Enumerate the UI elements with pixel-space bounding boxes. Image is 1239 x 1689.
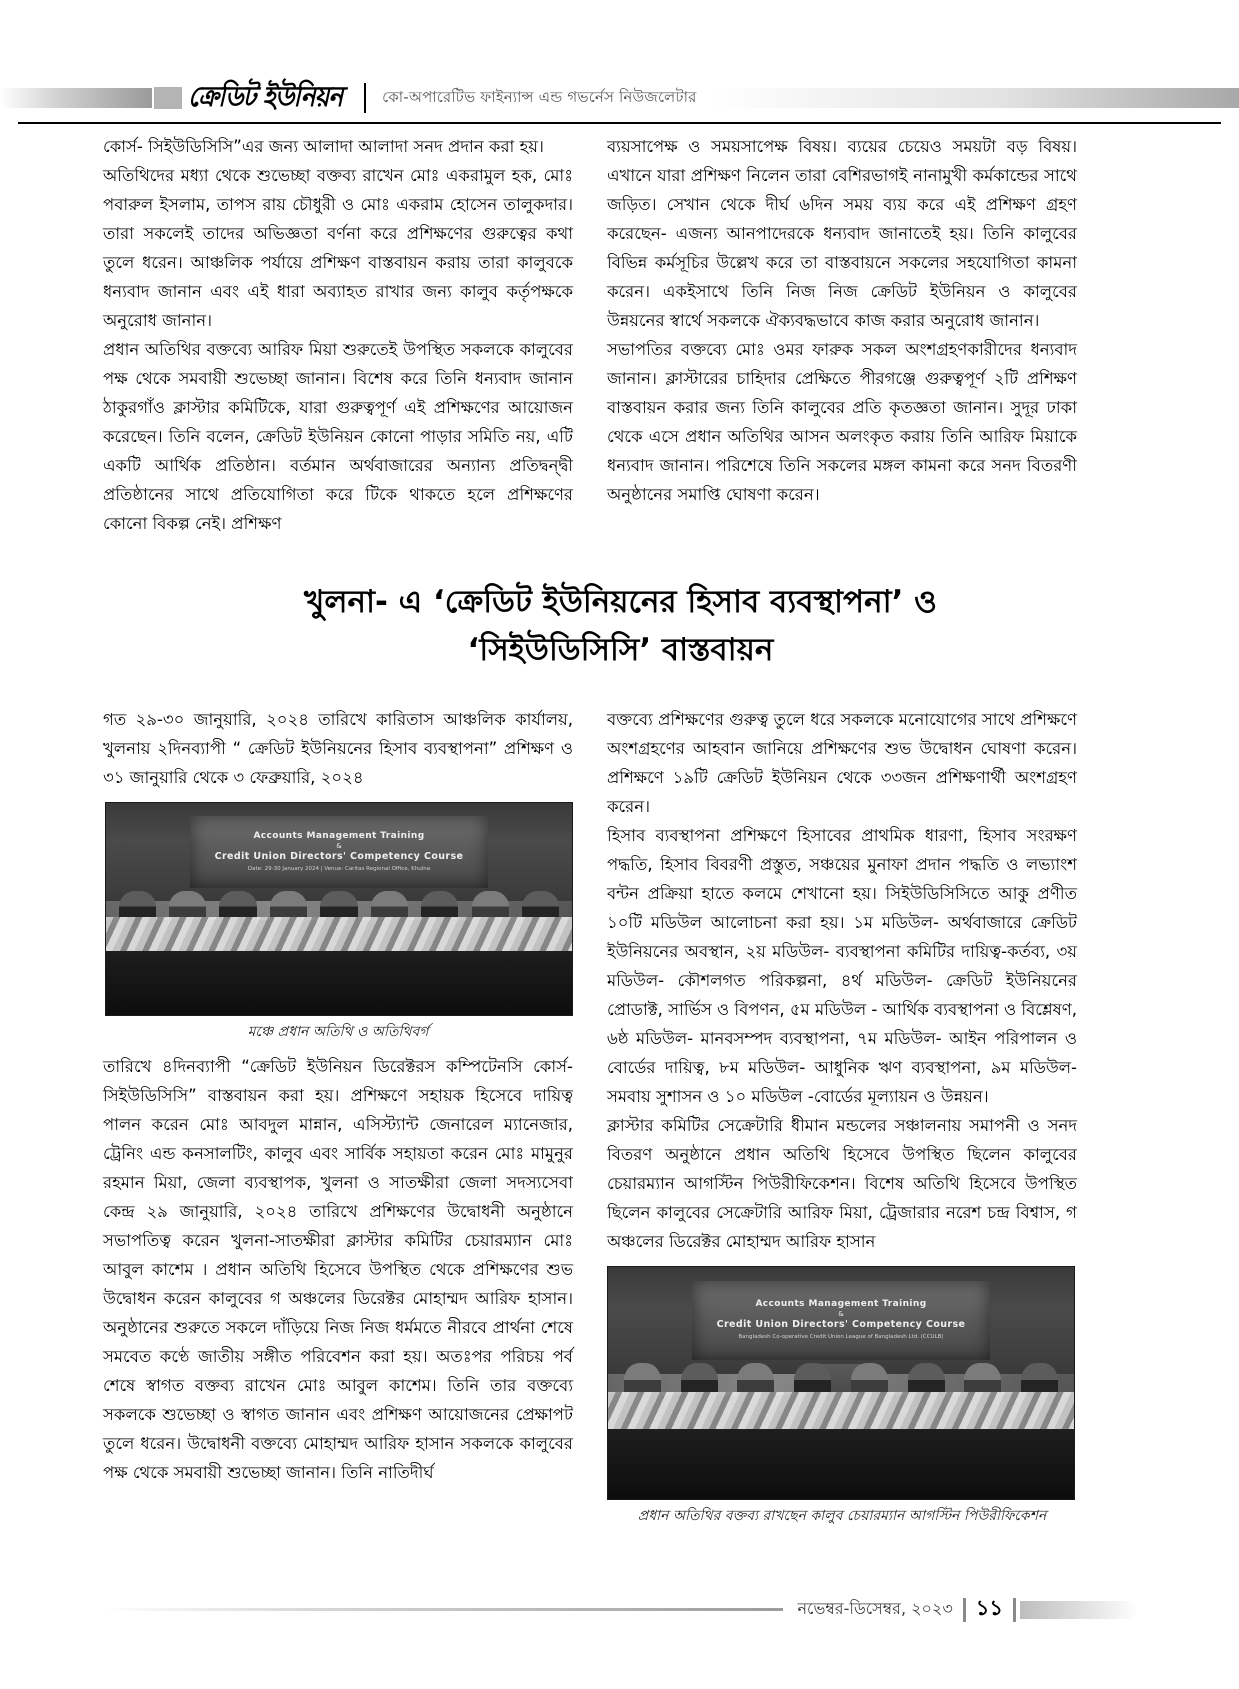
top-article-left-column	[103, 132, 573, 538]
paragraph: প্রধান অতিথির বক্তব্যে আরিফ মিয়া শুরুতেই উপস্থিত সকলকে কালুবের পক্ষ থেকে সমবায়ী শুভেচ্ছা জানান। বিশেষ করে তিনি ধন্যবাদ জানান ঠাকুরগাঁও ক্লাস্টার কমিটিকে, যারা গুরুত্বপূর্ণ এই প্রশিক্ষণের আয়োজন করেছেন। তিনি বলেন, ক্রেডিট ইউনিয়ন কোনো পাড়ার সমিতি নয়, এটি একটি আর্থিক প্রতিষ্ঠান। বর্তমান অর্থবাজারের অন্যান্য প্রতিদ্বন্দ্বী প্রতিষ্ঠানের সাথে প্রতিযোগিতা করে টিকে থাকতে হলে প্রশিক্ষণের কোনো বিকল্প নেই। প্রশিক্ষণ	[103, 340, 573, 533]
masthead-divider	[364, 83, 366, 113]
photo-table-flowers	[608, 1392, 1074, 1434]
masthead-swatch	[154, 87, 182, 109]
photo-chief-guest-speech	[607, 1266, 1075, 1500]
photo-table	[608, 1429, 1074, 1499]
photo-banner	[190, 816, 488, 888]
paragraph: বক্তব্যে প্রশিক্ষণের গুরুত্ব তুলে ধরে সকলকে মনোযোগের সাথে প্রশিক্ষণে অংশগ্রহণের আহবান জানিয়ে প্রশিক্ষণের শুভ উদ্বোধন ঘোষণা করেন। প্রশিক্ষণে ১৯টি ক্রেডিট ইউনিয়ন থেকে ৩৩জন প্রশিক্ষণার্থী অংশগ্রহণ করেন।	[607, 710, 1077, 816]
paragraph: তারিখে ৪দিনব্যাপী “ক্রেডিট ইউনিয়ন ডিরেক্টরস কম্পিটেনসি কোর্স-সিইউডিসিসি” বাস্তবায়ন করা হয়। প্রশিক্ষণে সহায়ক হিসেবে দায়িত্ব পালন করেন মোঃ আবদুল মান্নান, এসিস্ট্যান্ট জেনারেল ম্যানেজার, ট্রেনিং এন্ড কনসালটিং, কালুব এবং সার্বিক সহায়তা করেন মোঃ মামুনুর রহমান মিয়া, জেলা ব্যবস্থাপক, খুলনা ও সাতক্ষীরা জেলা সদস্যসেবা কেন্দ্র ২৯ জানুয়ারি, ২০২৪ তারিখে প্রশিক্ষণের উদ্বোধনী অনুষ্ঠানে সভাপতিত্ব করেন খুলনা-সাতক্ষীরা ক্লাস্টার কমিটির চেয়ারম্যান মোঃ আবুল কাশেম । প্রধান অতিথি হিসেবে উপস্থিত থেকে প্রশিক্ষণের শুভ উদ্বোধন করেন কালুবের গ অঞ্চলের ডিরেক্টর মোহাম্মদ আরিফ হাসান। অনুষ্ঠানের শুরুতে সকলে দাঁড়িয়ে নিজ নিজ ধর্মমতে নীরবে প্রার্থনা শেষে সমবেত কণ্ঠে জাতীয় সঙ্গীত পরিবেশন করা হয়। অতঃপর পরিচয় পর্ব শেষে স্বাগত বক্তব্য রাখেন মোঃ আবুল কাশেম। তিনি তার বক্তব্যে সকলকে শুভেচ্ছা ও স্বাগত জানান এবং প্রশিক্ষণ আয়োজনের প্রেক্ষাপট তুলে ধরেন। উদ্বোধনী বক্তব্যে মোহাম্মদ আরিফ হাসান সকলকে কালুবের পক্ষ থেকে সমবায়ী শুভেচ্ছা জানান। তিনি নাতিদীর্ঘ	[103, 1057, 573, 1482]
paragraph: অতিথিদের মধ্যা থেকে শুভেচ্ছা বক্তব্য রাখেন মোঃ একরামুল হক, মোঃ পবারুল ইসলাম, তাপস রায় চৌধুরী ও মোঃ একরাম হোসেন তালুকদার। তারা সকলেই তাদের অভিজ্ঞতা বর্ণনা করে প্রশিক্ষণের গুরুত্বের কথা তুলে ধরেন। আঞ্চলিক পর্যায়ে প্রশিক্ষণ বাস্তবায়ন করায় তারা কালুবকে ধন্যবাদ জানান এবং এই ধারা অব্যাহত রাখার জন্য কালুব কর্তৃপক্ষকে অনুরোধ জানান।	[103, 166, 573, 330]
banner-title-line-1: Accounts Management Training	[253, 830, 425, 841]
banner-title-line-1: Accounts Management Training	[755, 1299, 927, 1310]
photo-caption: মঞ্চে প্রধান অতিথি ও অতিথিবর্গ	[247, 1024, 429, 1040]
main-article-columns	[103, 705, 1138, 1536]
banner-title-line-2: Credit Union Directors' Competency Course	[716, 1319, 966, 1331]
footer-gradient-bar	[1020, 1601, 1138, 1619]
banner-ampersand: &	[336, 841, 342, 850]
paragraph: গত ২৯-৩০ জানুয়ারি, ২০২৪ তারিখে কারিতাস আঞ্চলিক কার্যালয়, খুলনায় ২দিনব্যাপী “ ক্রেডিট ইউনিয়নের হিসাব ব্যবস্থাপনা” প্রশিক্ষণ ও ৩১ জানুয়ারি থেকে ৩ ফেব্রুয়ারি, ২০২৪	[103, 710, 573, 787]
page-masthead	[0, 78, 1239, 118]
article-headline	[103, 578, 1138, 674]
paragraph: কোর্স- সিইউডিসিসি”এর জন্য আলাদা আলাদা সনদ প্রদান করা হয়।	[103, 137, 544, 156]
photo-caption: প্রধান অতিথির বক্তব্য রাখছেন কালুব চেয়ারম্যান আগস্টিন পিউরীফিকেশন	[637, 1508, 1047, 1524]
photo-table	[106, 951, 572, 1015]
publication-logo: ক্রেডিট ইউনিয়ন	[188, 79, 343, 112]
banner-title-line-2: Credit Union Directors' Competency Course	[214, 850, 464, 862]
masthead-left-gradient-bar	[0, 88, 152, 108]
footer-separator	[963, 1598, 966, 1622]
photo-table-flowers	[106, 917, 572, 955]
footer-rule	[103, 1608, 783, 1611]
masthead-right-gradient-bar	[711, 88, 1239, 108]
photo-accounts-training-stage	[105, 802, 573, 1016]
headline-line-2: ‘সিইউডিসিসি’ বাস্তবায়ন	[467, 632, 774, 668]
publication-subtitle: কো-অপারেটিভ ফাইন্যান্স এন্ড গভর্নেস নিউজলেটার	[382, 87, 697, 106]
headline-line-1: খুলনা- এ ‘ক্রেডিট ইউনিয়নের হিসাব ব্যবস্থাপনা’ ও	[304, 584, 937, 620]
main-article-left-column	[103, 705, 573, 1536]
banner-ampersand: &	[838, 1310, 844, 1319]
paragraph: সভাপতির বক্তব্যে মোঃ ওমর ফারুক সকল অংশগ্রহণকারীদের ধন্যবাদ জানান। ক্লাস্টারের চাহিদার প্রেক্ষিতে পীরগঞ্জে গুরুত্বপূর্ণ ২টি প্রশিক্ষণ বাস্তবায়ন করার জন্য তিনি কালুবের প্রতি কৃতজ্ঞতা জানান। সুদূর ঢাকা থেকে এসে প্রধান অতিথির আসন অলংকৃত করায় তিনি আরিফ মিয়াকে ধন্যবাদ জানান। পরিশেষে তিনি সকলের মঙ্গল কামনা করে সনদ বিতরণী অনুষ্ঠানের সমাপ্তি ঘোষণা করেন।	[607, 340, 1077, 504]
paragraph: হিসাব ব্যবস্থাপনা প্রশিক্ষণে হিসাবের প্রাথমিক ধারণা, হিসাব সংরক্ষণ পদ্ধতি, হিসাব বিবরণী প্রস্তুত, সঞ্চয়ের মুনাফা প্রদান পদ্ধতি ও লভ্যাংশ বন্টন প্রক্রিয়া হাতে কলমে শেখানো হয়। সিইউডিসিসিতে আকু প্রণীত ১০টি মডিউল আলোচনা করা হয়। ১ম মডিউল- অর্থবাজারে ক্রেডিট ইউনিয়নের অবস্থান, ২য় মডিউল- ব্যবস্থাপনা কমিটির দায়িত্ব-কর্তব্য, ৩য় মডিউল- কৌশলগত পরিকল্পনা, ৪র্থ মডিউল- ক্রেডিট ইউনিয়নের প্রোডাক্ট, সার্ভিস ও বিপণন, ৫ম মডিউল - আর্থিক ব্যবস্থাপনা ও বিশ্লেষণ, ৬ষ্ঠ মডিউল- মানবসম্পদ ব্যবস্থাপনা, ৭ম মডিউল- আইন পরিপালন ও বোর্ডের দায়িত্ব, ৮ম মডিউল- আধুনিক ঋণ ব্যবস্থাপনা, ৯ম মডিউল-সমবায় সুশাসন ও ১০ মডিউল -বোর্ডের মূল্যায়ন ও উন্নয়ন।	[607, 826, 1077, 1106]
paragraph: ক্লাস্টার কমিটির সেক্রেটারি ধীমান মন্ডলের সঞ্চালনায় সমাপনী ও সনদ বিতরণ অনুষ্ঠানে প্রধান অতিথি হিসেবে উপস্থিত ছিলেন কালুবের চেয়ারম্যান আগস্টিন পিউরীফিকেশন। বিশেষ অতিথি হিসেবে উপস্থিত ছিলেন কালুবের সেক্রেটারি আরিফ মিয়া, ট্রেজারার নরেশ চন্দ্র বিশ্বাস, গ অঞ্চলের ডিরেক্টর মোহাম্মদ আরিফ হাসান	[607, 1116, 1077, 1251]
banner-subtitle: Bangladesh Co-operative Credit Union League of Bangladesh Ltd. (CCULB)	[738, 1334, 944, 1341]
footer-page-number: ১১	[975, 1596, 1003, 1620]
footer-issue-date: নভেম্বর-ডিসেম্বর, ২০২৩	[797, 1599, 953, 1618]
banner-subtitle: Date: 29-30 January 2024 | Venue: Caritas Regional Office, Khulna	[247, 865, 431, 872]
top-article-right-column	[607, 132, 1077, 538]
main-article-right-column	[607, 705, 1077, 1536]
header-rule	[18, 122, 1221, 124]
paragraph: ব্যয়সাপেক্ষ ও সময়সাপেক্ষ বিষয়। ব্যয়ের চেয়েও সময়টা বড় বিষয়। এখানে যারা প্রশিক্ষণ নিলেন তারা বেশিরভাগই নানামুখী কর্মকান্ডের সাথে জড়িত। সেখান থেকে দীর্ঘ ৬দিন সময় ব্যয় করে এই প্রশিক্ষণ গ্রহণ করেছেন- এজন্য আনপাদেরকে ধন্যবাদ জানাতেই হয়। তিনি কালুবের বিভিন্ন কর্মসূচির উল্লেখ করে তা বাস্তবায়নে সকলের সহযোগিতা কামনা করেন। একইসাথে তিনি নিজ নিজ ক্রেডিট ইউনিয়ন ও কালুবের উন্নয়নের স্বার্থে সকলকে ঐক্যবদ্ধভাবে কাজ করার অনুরোধ জানান।	[607, 137, 1077, 330]
page-footer	[103, 1592, 1138, 1627]
photo-banner	[692, 1281, 990, 1360]
footer-separator	[1013, 1598, 1016, 1622]
top-article-columns	[103, 132, 1138, 538]
